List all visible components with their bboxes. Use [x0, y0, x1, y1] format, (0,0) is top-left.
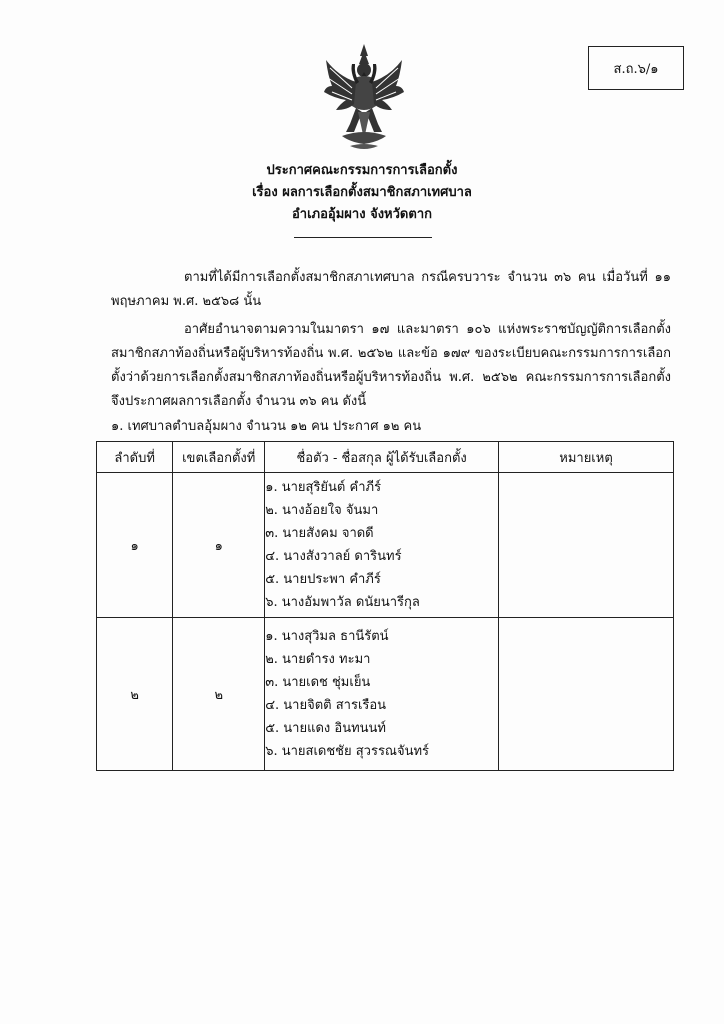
- elected-name: ๕. นายประพา คำภีร์: [265, 572, 381, 587]
- elected-names-list: [265, 476, 498, 614]
- form-code: ส.ถ.๖/๑: [613, 61, 659, 77]
- note-cell: [499, 618, 674, 771]
- order-cell: ๒: [97, 618, 173, 771]
- header-district: เขตเลือกตั้งที่: [173, 442, 265, 473]
- elected-name: ๓. นายสังคม จาดดี: [265, 526, 374, 541]
- header-names: ชื่อตัว - ชื่อสกุล ผู้ได้รับเลือกตั้ง: [265, 442, 499, 473]
- elected-names-list: [265, 625, 498, 763]
- order-cell: ๑: [97, 473, 173, 618]
- form-code-box: [588, 46, 684, 90]
- announcement-title: ประกาศคณะกรรมการการเลือกตั้ง: [266, 163, 458, 178]
- district-cell: ๒: [173, 618, 265, 771]
- names-cell: [265, 473, 499, 618]
- header-note: หมายเหตุ: [499, 442, 674, 473]
- announcement-title-block: [0, 160, 724, 226]
- elected-name: ๒. นายดำรง ทะมา: [265, 652, 371, 667]
- header-order: ลำดับที่: [97, 442, 173, 473]
- names-cell: [265, 618, 499, 771]
- district-cell: ๑: [173, 473, 265, 618]
- section-heading: ๑. เทศบาลตำบลอุ้มผาง จำนวน ๑๒ คน ประกาศ ๑๒ คน: [111, 419, 422, 434]
- elected-name: ๖. นายสเดชชัย สุวรรณจันทร์: [265, 744, 430, 759]
- elected-name: ๔. นายจิตติ สารเรือน: [265, 698, 387, 713]
- announcement-location: อำเภออุ้มผาง จังหวัดตาก: [292, 207, 432, 222]
- results-table: [96, 441, 674, 771]
- table-row: [97, 473, 674, 618]
- elected-name: ๖. นางอัมพาวัล ดนัยนารีกุล: [265, 595, 420, 610]
- table-header-row: [97, 442, 674, 473]
- elected-name: ๓. นายเดช ชุ่มเย็น: [265, 675, 371, 690]
- elected-name: ๒. นางอ้อยใจ จันมา: [265, 503, 379, 518]
- elected-name: ๕. นายแดง อินทนนท์: [265, 721, 387, 736]
- elected-name: ๑. นายสุริยันต์ คำภีร์: [265, 480, 382, 495]
- title-underline: [294, 237, 432, 238]
- garuda-emblem: [322, 42, 406, 152]
- announcement-subject: เรื่อง ผลการเลือกตั้งสมาชิกสภาเทศบาล: [252, 185, 472, 200]
- note-cell: [499, 473, 674, 618]
- table-row: [97, 618, 674, 771]
- paragraph-intro: ตามที่ได้มีการเลือกตั้งสมาชิกสภาเทศบาล กรณีครบวาระ จำนวน ๓๖ คน เมื่อวันที่ ๑๑ พฤษภาคม พ.ศ. ๒๕๖๘ นั้น: [111, 270, 671, 309]
- paragraph-authority: อาศัยอำนาจตามความในมาตรา ๑๗ และมาตรา ๑๐๖ แห่งพระราชบัญญัติการเลือกตั้งสมาชิกสภาท้องถิ่นหรือผู้บริหารท้องถิ่น พ.ศ. ๒๕๖๒ และข้อ ๑๗๙ ของระเบียบคณะกรรมการการเลือกตั้งว่าด้วยการเลือกตั้งสมาชิกสภาท้องถิ่นหรือผู้บริหารท้องถิ่น พ.ศ. ๒๕๖๒ คณะกรรมการการเลือกตั้งจึงประกาศผลการเลือกตั้ง จำนวน ๓๖ คน ดังนี้: [111, 322, 671, 409]
- elected-name: ๑. นางสุวิมล ธานีรัตน์: [265, 629, 389, 644]
- elected-name: ๔. นางสังวาลย์ ดารินทร์: [265, 549, 402, 564]
